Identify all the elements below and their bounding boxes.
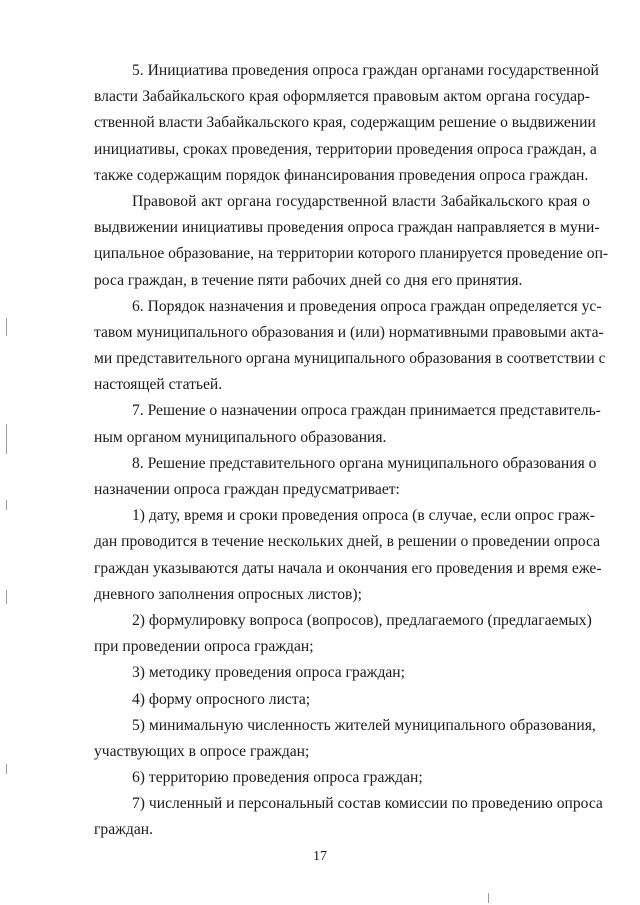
- paragraph-p8-4: [94, 687, 590, 713]
- text-line: ным органом муниципального образования.: [94, 428, 387, 446]
- paragraph-p8-1: [94, 503, 602, 608]
- scan-artifact-mark: [6, 500, 7, 510]
- text-line: граждан указываются даты начала и окончания его проведения и время еже-: [94, 559, 602, 577]
- text-line: тавом муниципального образования и (или) нормативными правовыми акта-: [94, 323, 604, 341]
- paragraph-p8-6: [94, 765, 590, 791]
- text-line: Правовой акт органа государственной власти Забайкальского края о: [132, 192, 590, 210]
- document-body: [94, 58, 609, 844]
- text-line: роса граждан, в течение пяти рабочих дней со дня его принятия.: [94, 271, 523, 289]
- paragraph-p7: [94, 398, 601, 450]
- text-line: власти Забайкальского края оформляется правовым актом органа государ-: [94, 88, 590, 106]
- page-number: 17: [313, 849, 327, 864]
- text-line: 8. Решение представительного органа муниципального образования о: [132, 454, 597, 472]
- paragraph-p8-7: [94, 791, 603, 843]
- text-line: дан проводится в течение нескольких дней, в решении о проведении опроса: [94, 533, 601, 551]
- paragraph-p8: [94, 451, 597, 503]
- text-line: участвующих в опросе граждан;: [94, 742, 310, 760]
- text-line: 7. Решение о назначении опроса граждан принимается представитель-: [132, 402, 601, 420]
- text-line: дневного заполнения опросных листов);: [94, 585, 362, 603]
- text-line: назначении опроса граждан предусматривает:: [94, 481, 400, 498]
- text-line: настоящей статьей.: [94, 376, 223, 394]
- text-line: 2) формулировку вопроса (вопросов), предлагаемого (предлагаемых): [132, 611, 592, 629]
- paragraph-p8-3: [94, 660, 590, 686]
- scan-artifact-mark: [488, 893, 489, 903]
- text-line: при проведении опроса граждан;: [94, 638, 314, 656]
- text-line: инициативы, сроках проведения, территории проведения опроса граждан, а: [94, 140, 597, 158]
- paragraph-p8-5: [94, 713, 596, 765]
- text-line: граждан.: [94, 821, 153, 839]
- scan-artifact-mark: [6, 318, 7, 336]
- text-line: ми представительного органа муниципального образования в соответствии с: [94, 350, 606, 368]
- text-line: 7) численный и персональный состав комиссии по проведению опроса: [132, 795, 603, 813]
- paragraph-p5: [94, 58, 599, 189]
- text-line: 3) методику проведения опроса граждан;: [132, 664, 405, 682]
- text-line: 6. Порядок назначения и проведения опроса граждан определяется ус-: [132, 297, 602, 315]
- text-line: ципальное образование, на территории которого планируется проведение оп-: [94, 245, 609, 263]
- text-line: ственной власти Забайкальского края, содержащим решение о выдвижении: [94, 114, 596, 132]
- text-line: 1) дату, время и сроки проведения опроса (в случае, если опрос граж-: [132, 507, 595, 525]
- paragraph-p5b: [94, 189, 609, 294]
- text-line: 5. Инициатива проведения опроса граждан органами государственной: [132, 62, 599, 79]
- text-line: 6) территорию проведения опроса граждан;: [132, 769, 423, 787]
- text-line: 5) минимальную численность жителей муниципального образования,: [132, 716, 596, 734]
- text-line: также содержащим порядок финансирования проведения опроса граждан.: [94, 166, 589, 184]
- text-line: выдвижении инициативы проведения опроса граждан направляется в муни-: [94, 219, 600, 237]
- paragraph-p6: [94, 294, 606, 399]
- paragraph-p8-2: [94, 608, 590, 660]
- scan-artifact-mark: [6, 590, 7, 604]
- scan-artifact-mark: [6, 424, 7, 454]
- text-line: 4) форму опросного листа;: [132, 690, 311, 708]
- scan-artifact-mark: [6, 764, 7, 774]
